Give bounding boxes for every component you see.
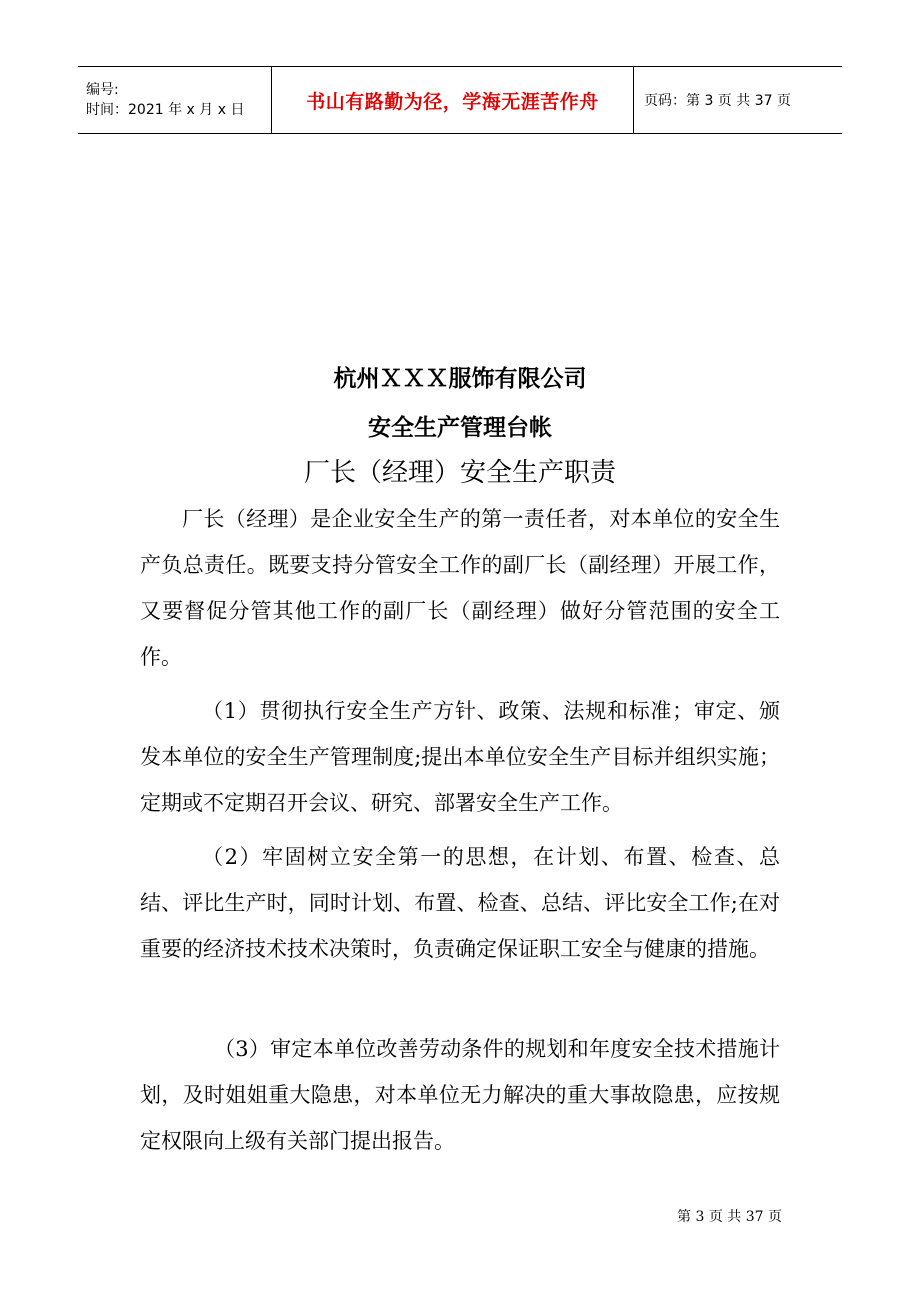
- company-title: 杭州ＸＸＸ服饰有限公司: [333, 366, 587, 392]
- header-meta-cell: [78, 67, 272, 133]
- paragraph-intro: 厂长（经理）是企业安全生产的第一责任者，对本单位的安全生产负总责任。既要支持分管安全工作的副厂长（副经理）开展工作，又要督促分管其他工作的副厂长（副经理）做好分管范围的安全工作。: [140, 507, 780, 669]
- paragraph-item-1: （1）贯彻执行安全生产方针、政策、法规和标准；审定、颁发本单位的安全生产管理制度;提出本单位安全生产目标并组织实施；定期或不定期召开会议、研究、部署安全生产工作。: [140, 699, 780, 815]
- document-subtitle: 安全生产管理台帐: [368, 415, 552, 441]
- paragraph-item-2: （2）牢固树立安全第一的思想，在计划、布置、检查、总结、评比生产时，同时计划、布置、检查、总结、评比安全工作;在对重要的经济技术技术决策时，负责确定保证职工安全与健康的措施。: [140, 845, 780, 961]
- document-time-label: 时间：2021 年 x 月 x 日: [86, 102, 245, 118]
- document-header: [78, 66, 842, 134]
- footer-page-number: 第 3 页 共 37 页: [677, 1209, 782, 1225]
- paragraph-item-3: （3）审定本单位改善劳动条件的规划和年度安全技术措施计划，及时姐姐重大隐患，对本单位无力解决的重大事故隐患，应按规定权限向上级有关部门提出报告。: [140, 1037, 780, 1153]
- document-number-label: 编号:: [86, 82, 119, 98]
- header-motto-cell: [272, 67, 634, 133]
- header-page-label: 页码：第 3 页 共 37 页: [644, 93, 791, 109]
- header-motto: 书山有路勤为径，学海无涯苦作舟: [306, 90, 599, 113]
- header-page-cell: [634, 67, 842, 133]
- section-title: 厂长（经理）安全生产职责: [303, 458, 616, 488]
